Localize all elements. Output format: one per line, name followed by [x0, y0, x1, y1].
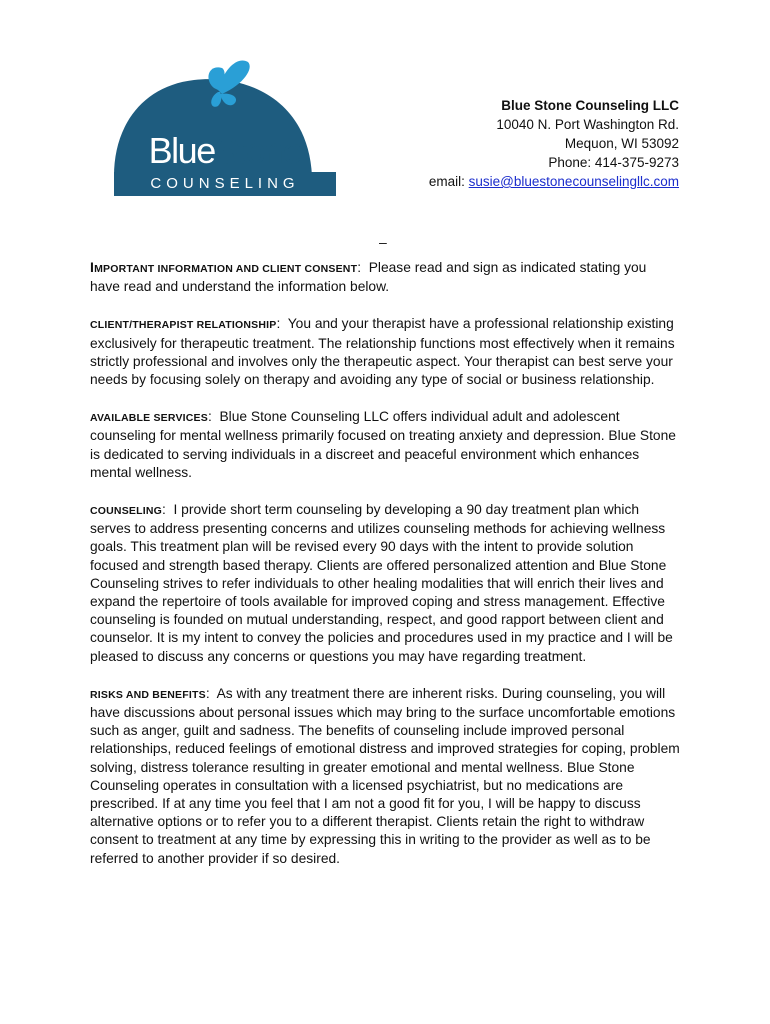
- logo-word-blue: Blue: [148, 130, 215, 171]
- section-title: CLIENT/THERAPIST RELATIONSHIP: [90, 319, 277, 332]
- section-risks-and-benefits: RISKS AND BENEFITS: As with any treatment there are inherent risks. During counseling, you will have discussions about personal issues which may bring to the surface uncomfortable emotions such as anger, guilt and sadness. The benefits of counseling include improved personal relationships, reduced feelings of emotional distress and improved strategies for coping, problem solving, distress tolerance resulting in greater emotional and mental wellness. Blue Stone Counseling operates in consultation with a licensed psychiatrist, but no medications are prescribed. If at any time you feel that I am not a good fit for you, I will be happy to discuss alternative options or to refer you to a different therapist. Clients retain the right to withdraw consent to treatment at any time by expressing this in writing to the provider as well as to be referred to another provider if so desired.: [90, 685, 680, 866]
- section-body: As with any treatment there are inherent risks. During counseling, you will have discussions about personal issues which may bring to the surface uncomfortable emotions such as anger, guilt and sadness. The benefits of counseling include improved personal relationships, reduced feelings of emotional distress and improved strategies for coping, problem solving, distress tolerance resulting in greater emotional and mental wellness. Blue Stone Counseling operates in consultation with a licensed psychiatrist, but no medications are prescribed. If at any time you feel that I am not a good fit for you, I will be happy to discuss alternative options or to refer you to a different therapist. Clients retain the right to withdraw consent to treatment at any time by expressing this in writing to the provider as well as to be referred to another provider if so desired.: [90, 685, 680, 866]
- separator-dash: –: [379, 234, 387, 250]
- section-body: You and your therapist have a professional relationship existing exclusively for therapeutic treatment. The relationship functions most effectively when it remains strictly professional and involves only the therapeutic aspect. Your therapist can best serve your needs by focusing solely on therapy and avoiding any type of social or business relationship.: [90, 316, 675, 388]
- contact-address-block: [429, 96, 679, 191]
- street-address: 10040 N. Port Washington Rd.: [496, 117, 679, 132]
- company-logo: [112, 56, 338, 202]
- section-important-information: IMPORTANT INFORMATION AND CLIENT CONSENT: Please read and sign as indicated stating you have read and understand the information below.: [90, 259, 647, 295]
- logo-wordmark: [112, 130, 338, 172]
- section-body: Please read and sign as indicated stating you have read and understand the information below.: [90, 260, 647, 295]
- section-title: AVAILABLE SERVICES: [90, 412, 208, 425]
- section-body: I provide short term counseling by developing a 90 day treatment plan which serves to address presenting concerns and utilizes counseling methods for achieving wellness goals. This treatment plan will be revised every 90 days with the intent to provide solution focused and strength based therapy. Clients are offered personalized attention and Blue Stone Counseling strives to refer individuals to other healing modalities that will enrich their lives and expand the repertoire of tools available for improved coping and stress management. Effective counseling is founded on mutual understanding, respect, and good rapport between client and counselor. It is my intent to convey the policies and procedures used in my practice and I will be pleased to discuss any concerns or questions you may have regarding treatment.: [90, 502, 673, 664]
- email-label: email:: [428, 174, 465, 189]
- section-body: Blue Stone Counseling LLC offers individual adult and adolescent counseling for mental wellness primarily focused on treating anxiety and depression. Blue Stone is dedicated to serving individuals in a discreet and peaceful environment which enhances mental wellness.: [90, 409, 676, 480]
- document-body: [90, 258, 680, 887]
- section-title: COUNSELING: [90, 505, 163, 518]
- email-link[interactable]: susie@bluestonecounselingllc.com: [468, 174, 679, 189]
- section-client-therapist-relationship: CLIENT/THERAPIST RELATIONSHIP: You and your therapist have a professional relationship existing exclusively for therapeutic treatment. The relationship functions most effectively when it remains strictly professional and involves only the therapeutic aspect. Your therapist can best serve your needs by focusing solely on therapy and avoiding any type of social or business relationship.: [90, 316, 675, 388]
- section-title: RISKS AND BENEFITS: [90, 688, 206, 701]
- logo-subtitle: COUNSELING: [114, 172, 336, 196]
- email-line: [429, 172, 679, 191]
- section-counseling: COUNSELING: I provide short term counseling by developing a 90 day treatment plan which serves to address presenting concerns and utilizes counseling methods for achieving wellness goals. This treatment plan will be revised every 90 days with the intent to provide solution focused and strength based therapy. Clients are offered personalized attention and Blue Stone Counseling strives to refer individuals to other healing modalities that will enrich their lives and expand the repertoire of tools available for improved coping and stress management. Effective counseling is founded on mutual understanding, respect, and good rapport between client and counselor. It is my intent to convey the policies and procedures used in my practice and I will be pleased to discuss any concerns or questions you may have regarding treatment.: [90, 502, 673, 664]
- city-state-zip: Mequon, WI 53092: [564, 136, 679, 151]
- section-title: IMPORTANT INFORMATION AND CLIENT CONSENT: [90, 259, 358, 275]
- logo-word-stone: Stone: [214, 130, 302, 171]
- section-available-services: AVAILABLE SERVICES: Blue Stone Counseling LLC offers individual adult and adolescent counseling for mental wellness primarily focused on treating anxiety and depression. Blue Stone is dedicated to serving individuals in a discreet and peaceful environment which enhances mental wellness.: [90, 409, 676, 480]
- phone-number: Phone: 414-375-9273: [548, 155, 679, 170]
- company-name: Blue Stone Counseling LLC: [501, 98, 679, 113]
